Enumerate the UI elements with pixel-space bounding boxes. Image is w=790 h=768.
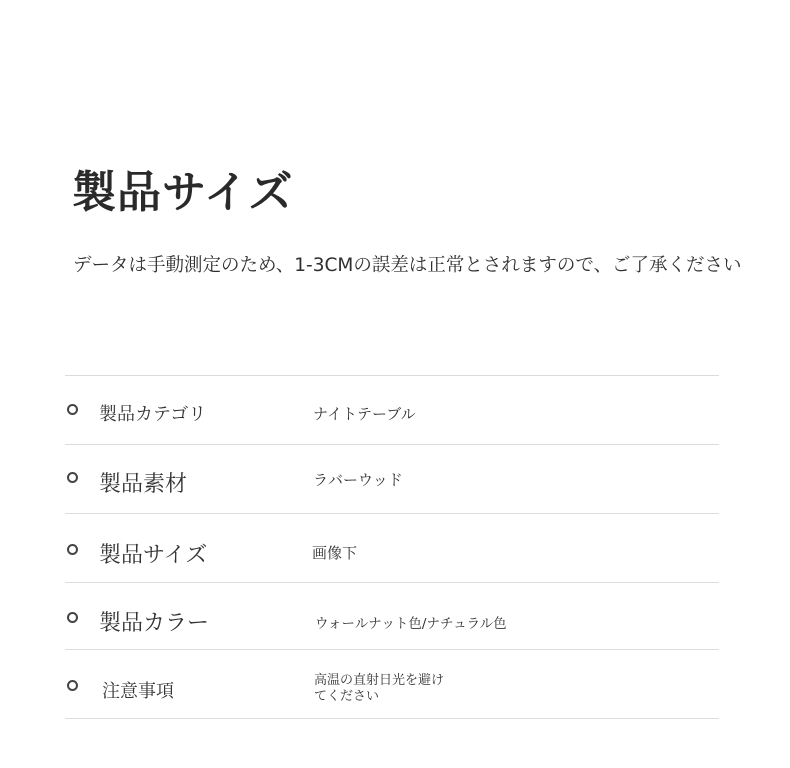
spec-value: ウォールナット色/ナチュラル色 xyxy=(315,616,507,632)
spec-label: 製品素材 xyxy=(99,472,188,497)
circle-bullet-icon xyxy=(67,404,78,415)
measurement-note: データは手動測定のため、1-3CMの誤差は正常とされますので、ご了承ください xyxy=(73,255,742,276)
spec-label: 注意事項 xyxy=(102,681,174,702)
page-title: 製品サイズ xyxy=(72,167,294,218)
spec-row-material xyxy=(65,445,719,514)
spec-value-line: 高温の直射日光を避け xyxy=(314,673,445,688)
spec-value: 画像下 xyxy=(312,544,358,562)
spec-value xyxy=(314,673,444,705)
spec-row-size xyxy=(65,514,719,583)
spec-row-color xyxy=(65,583,719,650)
spec-value: ラバーウッド xyxy=(313,471,403,489)
spec-label: 製品カテゴリ xyxy=(99,404,207,425)
spec-table xyxy=(65,375,719,719)
spec-label: 製品サイズ xyxy=(99,543,208,568)
spec-row-notes xyxy=(65,650,719,719)
circle-bullet-icon xyxy=(67,472,78,483)
spec-value-line: てください xyxy=(314,689,380,704)
circle-bullet-icon xyxy=(67,544,78,555)
spec-row-category xyxy=(65,376,719,445)
circle-bullet-icon xyxy=(67,612,78,623)
spec-label: 製品カラー xyxy=(99,611,210,636)
spec-value: ナイトテーブル xyxy=(313,405,416,423)
circle-bullet-icon xyxy=(67,680,78,691)
